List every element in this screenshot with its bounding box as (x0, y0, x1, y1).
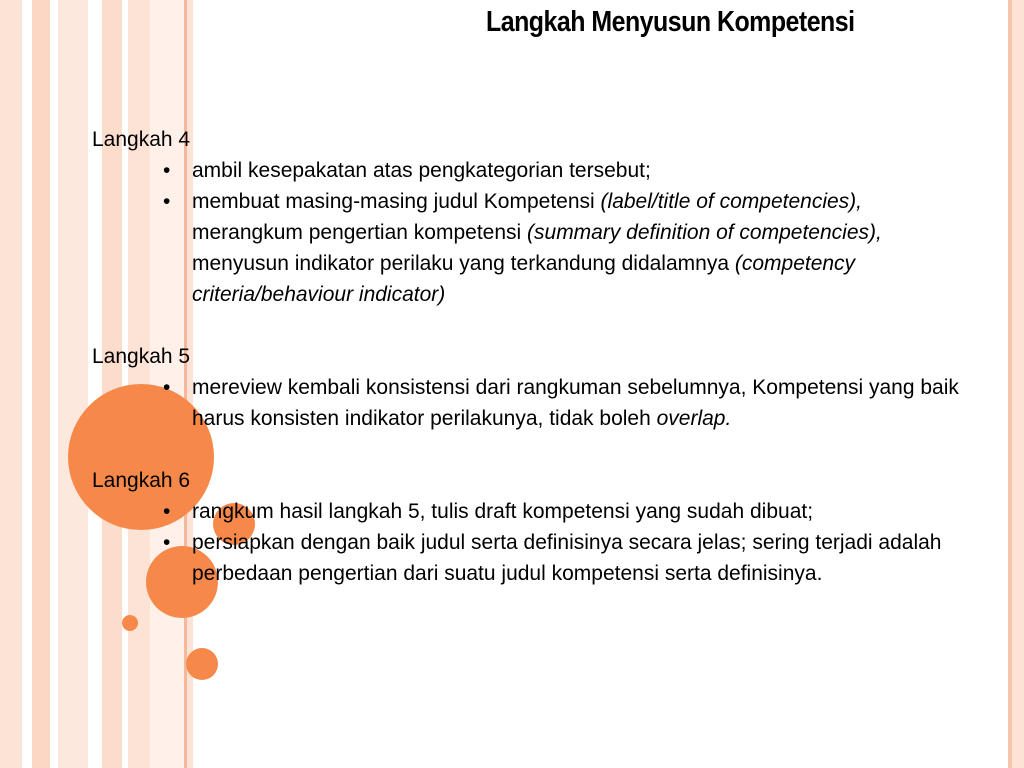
bullet-text: rangkum hasil langkah 5, tulis draft kompetensi yang sudah dibuat; (192, 500, 814, 523)
slide-title: Langkah Menyusun Kompetensi (486, 6, 855, 38)
stripe (50, 0, 58, 768)
bullet-list (92, 496, 972, 589)
bullet-text: membuat masing-masing judul Kompetensi (192, 190, 601, 213)
bullet-list (92, 155, 972, 310)
bullet-item (192, 527, 962, 589)
decorative-circle-tiny (122, 615, 138, 631)
bullet-text: persiapkan dengan baik judul serta definisinya secara jelas; sering terjadi adalah perbedaan pengertian dari suatu judul kompetensi serta definisinya. (192, 531, 942, 585)
bullet-text: ambil kesepakatan atas pengkategorian tersebut; (192, 159, 651, 182)
slide-content (92, 124, 972, 589)
bullet-item (192, 155, 962, 186)
decorative-circle-small (186, 648, 218, 680)
section-label: Langkah 6 (92, 469, 191, 492)
bullet-text-italic: (competency criteria/behaviour indicator) (192, 252, 856, 306)
section-label: Langkah 4 (92, 128, 191, 151)
bullet-text-italic: (summary definition of competencies), (527, 221, 882, 244)
right-stripe-decoration (1012, 0, 1024, 768)
section-label: Langkah 5 (92, 345, 191, 368)
stripe (32, 0, 50, 768)
bullet-text: merangkum pengertian kompetensi (192, 221, 528, 244)
stripe (58, 0, 88, 768)
stripe (0, 0, 22, 768)
bullet-text-italic: (label/title of competencies), (600, 190, 862, 213)
bullet-text: menyusun indikator perilaku yang terkandung didalamnya (192, 252, 735, 275)
section-gap (92, 310, 972, 341)
bullet-text: mereview kembali konsistensi dari rangkuman sebelumnya, Kompetensi yang baik harus konsisten indikator perilakunya, tidak boleh (192, 376, 959, 430)
bullet-item (192, 496, 962, 527)
bullet-text-italic: overlap. (656, 407, 732, 430)
bullet-item (192, 186, 962, 310)
section-gap (92, 434, 972, 465)
bullet-list (92, 372, 972, 434)
stripe (22, 0, 32, 768)
bullet-item (192, 372, 962, 434)
